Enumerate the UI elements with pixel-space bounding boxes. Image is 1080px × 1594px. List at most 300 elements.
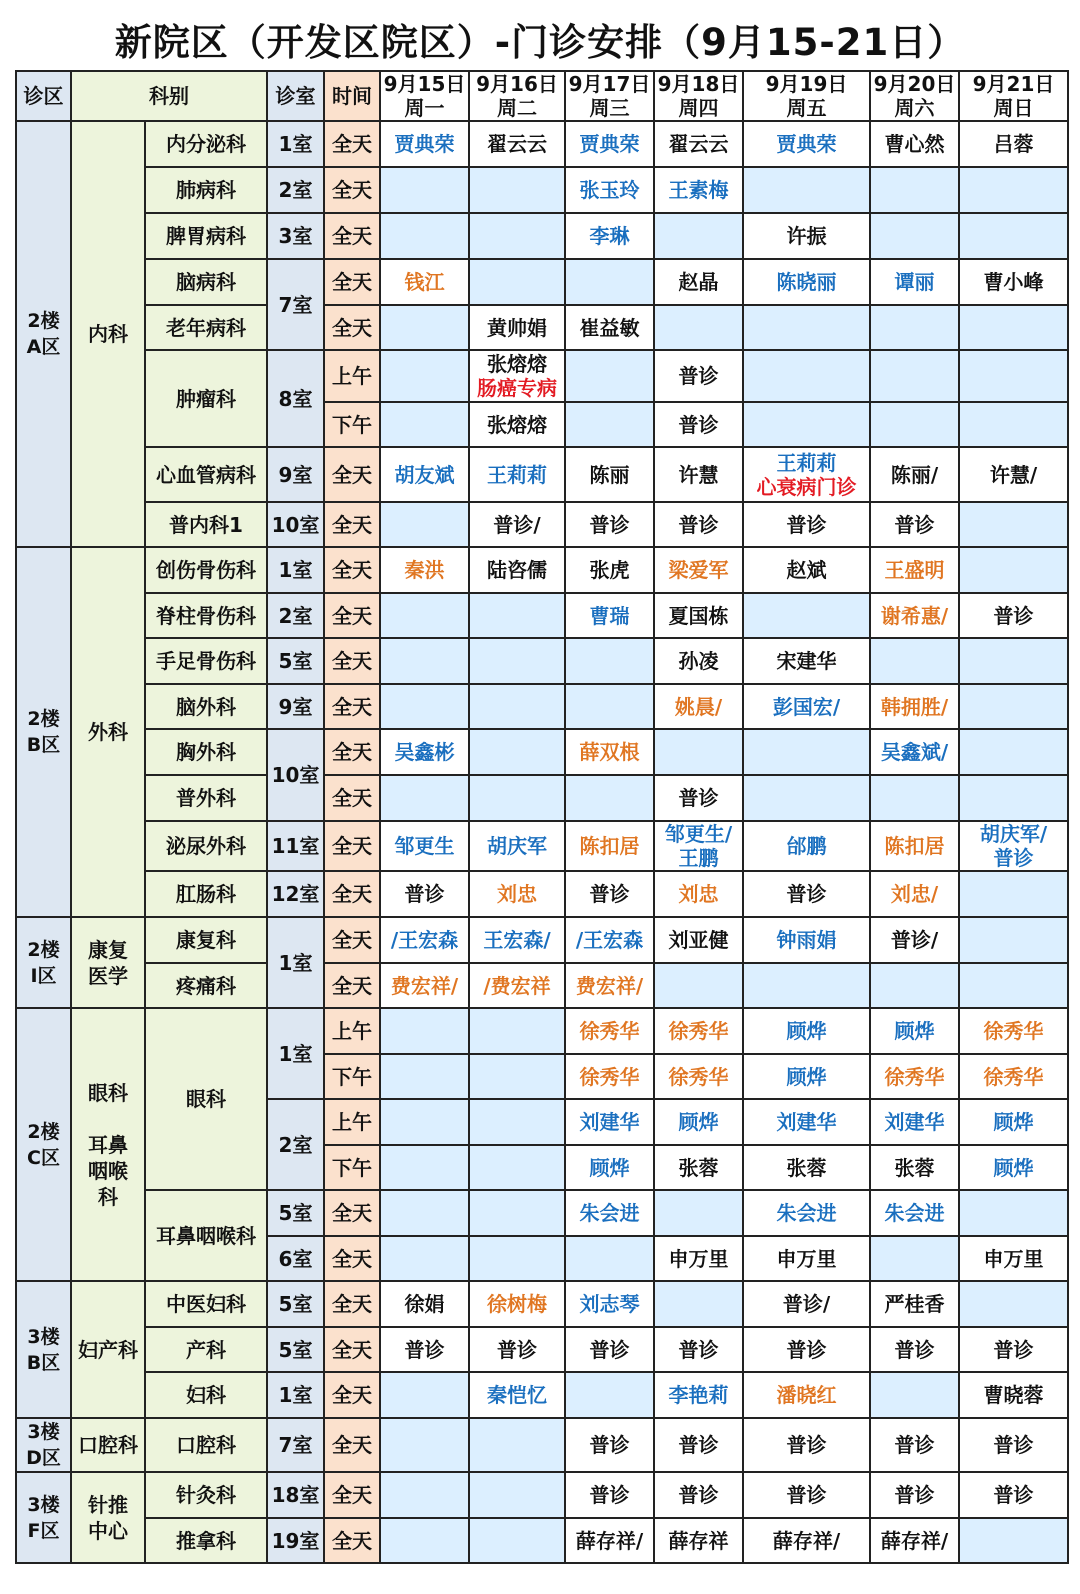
schedule-cell: 刘志琴 (565, 1281, 654, 1327)
schedule-cell: /费宏祥 (469, 963, 565, 1008)
room-cell: 1室 (267, 1008, 324, 1099)
schedule-cell (380, 684, 469, 729)
schedule-cell: 许振 (743, 213, 870, 259)
time-cell: 全天 (324, 1327, 380, 1372)
time-header: 时间 (324, 71, 380, 121)
category-kangfu: 康复 医学 (71, 917, 145, 1008)
schedule-cell: 王素梅 (654, 167, 743, 213)
time-cell: 下午 (324, 1054, 380, 1099)
room-cell: 5室 (267, 1327, 324, 1372)
schedule-cell (380, 305, 469, 350)
room-cell: 6室 (267, 1236, 324, 1281)
schedule-cell: 普诊 (870, 1472, 959, 1518)
schedule-cell (870, 638, 959, 684)
schedule-cell: 普诊 (959, 1327, 1068, 1372)
schedule-cell: 陈丽/ (870, 447, 959, 502)
schedule-cell: 薛存祥 (654, 1518, 743, 1563)
schedule-cell (380, 1418, 469, 1472)
schedule-cell: 吴鑫斌/ (870, 729, 959, 775)
schedule-table (15, 70, 1069, 1564)
header-row (16, 71, 1068, 121)
dept-cell: 创伤骨伤科 (145, 547, 267, 593)
schedule-cell (959, 213, 1068, 259)
schedule-cell (469, 1236, 565, 1281)
schedule-cell: 薛存祥/ (870, 1518, 959, 1563)
schedule-cell: 普诊 (743, 1327, 870, 1372)
table-row (16, 871, 1068, 917)
schedule-cell: 张熔熔 肠癌专病 (469, 350, 565, 402)
room-cell: 19室 (267, 1518, 324, 1563)
room-cell: 5室 (267, 1190, 324, 1236)
schedule-cell: 许慧/ (959, 447, 1068, 502)
room-cell: 9室 (267, 684, 324, 729)
schedule-cell (959, 917, 1068, 963)
schedule-cell: 陈扣居 (565, 821, 654, 871)
schedule-cell (380, 1054, 469, 1099)
schedule-cell: 张虎 (565, 547, 654, 593)
schedule-cell: 顾烨 (654, 1099, 743, 1145)
schedule-cell: 徐秀华 (959, 1054, 1068, 1099)
dept-cell: 肿瘤科 (145, 350, 267, 447)
schedule-cell (654, 213, 743, 259)
schedule-cell: 刘建华 (743, 1099, 870, 1145)
schedule-cell: 梁爱军 (654, 547, 743, 593)
dept-cell: 口腔科 (145, 1418, 267, 1472)
schedule-cell (959, 963, 1068, 1008)
schedule-cell: 钱江 (380, 259, 469, 305)
dept-cell: 胸外科 (145, 729, 267, 775)
schedule-cell: 秦恺忆 (469, 1372, 565, 1418)
schedule-cell: 普诊 (959, 1472, 1068, 1518)
schedule-cell (565, 1372, 654, 1418)
time-cell: 上午 (324, 1099, 380, 1145)
schedule-cell: 普诊 (870, 1327, 959, 1372)
time-cell: 下午 (324, 1145, 380, 1190)
schedule-cell: 翟云云 (654, 121, 743, 167)
schedule-cell: 普诊 (654, 1472, 743, 1518)
schedule-cell (469, 1472, 565, 1518)
table-row (16, 1472, 1068, 1518)
schedule-cell (469, 684, 565, 729)
schedule-cell: 张玉玲 (565, 167, 654, 213)
schedule-cell: 徐秀华 (654, 1054, 743, 1099)
room-header: 诊室 (267, 71, 324, 121)
time-cell: 全天 (324, 775, 380, 821)
schedule-cell (565, 638, 654, 684)
schedule-cell: 徐秀华 (959, 1008, 1068, 1054)
schedule-cell: 邹更生 (380, 821, 469, 871)
schedule-cell: 普诊 (565, 1418, 654, 1472)
schedule-cell: 黄帅娟 (469, 305, 565, 350)
schedule-cell (469, 729, 565, 775)
schedule-cell (743, 729, 870, 775)
schedule-cell: 翟云云 (469, 121, 565, 167)
room-cell: 18室 (267, 1472, 324, 1518)
room-cell: 1室 (267, 1372, 324, 1418)
zone-3b: 3楼 B区 (16, 1281, 71, 1418)
schedule-cell (870, 775, 959, 821)
dept-cell: 产科 (145, 1327, 267, 1372)
schedule-cell: 刘亚健 (654, 917, 743, 963)
schedule-cell: 胡庆军/ 普诊 (959, 821, 1068, 871)
table-row (16, 447, 1068, 502)
schedule-cell (870, 1372, 959, 1418)
schedule-cell (469, 213, 565, 259)
schedule-cell: 普诊 (959, 1418, 1068, 1472)
schedule-cell: 薛存祥/ (743, 1518, 870, 1563)
schedule-cell: 普诊 (654, 1327, 743, 1372)
time-cell: 全天 (324, 305, 380, 350)
schedule-cell: 徐秀华 (565, 1054, 654, 1099)
dept-cell: 脾胃病科 (145, 213, 267, 259)
schedule-cell (959, 350, 1068, 402)
table-row (16, 729, 1068, 775)
schedule-cell: 普诊 (654, 350, 743, 402)
schedule-cell: 曹小峰 (959, 259, 1068, 305)
dept-cell: 妇科 (145, 1372, 267, 1418)
schedule-cell: 谭丽 (870, 259, 959, 305)
schedule-cell: 顾烨 (870, 1008, 959, 1054)
schedule-cell: 普诊 (870, 502, 959, 547)
schedule-cell: 韩拥胜/ (870, 684, 959, 729)
time-cell: 全天 (324, 917, 380, 963)
zone-header: 诊区 (16, 71, 71, 121)
schedule-cell: 潘晓红 (743, 1372, 870, 1418)
schedule-cell (469, 775, 565, 821)
room-cell: 2室 (267, 1099, 324, 1190)
schedule-cell: 严桂香 (870, 1281, 959, 1327)
schedule-cell (870, 213, 959, 259)
time-cell: 全天 (324, 502, 380, 547)
schedule-cell (959, 547, 1068, 593)
room-cell: 1室 (267, 121, 324, 167)
schedule-cell: 普诊 (870, 1418, 959, 1472)
schedule-cell (959, 167, 1068, 213)
table-row (16, 775, 1068, 821)
schedule-cell (380, 1372, 469, 1418)
schedule-cell (870, 350, 959, 402)
schedule-cell: 曹瑞 (565, 593, 654, 638)
schedule-cell (959, 775, 1068, 821)
time-cell: 全天 (324, 213, 380, 259)
schedule-cell (380, 1099, 469, 1145)
room-cell: 5室 (267, 1281, 324, 1327)
room-cell: 1室 (267, 547, 324, 593)
category-kouqiang: 口腔科 (71, 1418, 145, 1472)
schedule-cell (959, 502, 1068, 547)
schedule-cell (565, 350, 654, 402)
table-row (16, 963, 1068, 1008)
schedule-cell (565, 684, 654, 729)
day-header: 9月16日 周二 (469, 71, 565, 121)
schedule-cell (743, 167, 870, 213)
schedule-cell (743, 305, 870, 350)
schedule-cell (380, 1190, 469, 1236)
table-row (16, 1281, 1068, 1327)
table-row (16, 305, 1068, 350)
schedule-cell (380, 638, 469, 684)
dept-cell: 脊柱骨伤科 (145, 593, 267, 638)
schedule-cell: 张蓉 (654, 1145, 743, 1190)
schedule-cell: 徐秀华 (870, 1054, 959, 1099)
zone-2b: 2楼 B区 (16, 547, 71, 917)
schedule-cell: 申万里 (959, 1236, 1068, 1281)
schedule-cell (469, 1518, 565, 1563)
schedule-cell: 王莉莉 (469, 447, 565, 502)
schedule-cell (959, 402, 1068, 447)
schedule-cell: 普诊 (654, 502, 743, 547)
dept-cell: 针灸科 (145, 1472, 267, 1518)
table-row (16, 121, 1068, 167)
zone-3d: 3楼 D区 (16, 1418, 71, 1472)
day-header: 9月20日 周六 (870, 71, 959, 121)
schedule-cell: 刘忠 (469, 871, 565, 917)
time-cell: 全天 (324, 871, 380, 917)
time-cell: 全天 (324, 684, 380, 729)
schedule-cell: 徐树梅 (469, 1281, 565, 1327)
schedule-cell (959, 638, 1068, 684)
schedule-cell (565, 775, 654, 821)
category-yanke: 眼科 耳鼻 咽喉 科 (71, 1008, 145, 1281)
schedule-cell (870, 167, 959, 213)
schedule-cell (380, 1236, 469, 1281)
schedule-cell (870, 963, 959, 1008)
schedule-cell: 赵晶 (654, 259, 743, 305)
category-fuchan: 妇产科 (71, 1281, 145, 1418)
schedule-cell: 普诊/ (469, 502, 565, 547)
schedule-cell: /王宏森 (565, 917, 654, 963)
schedule-cell (565, 259, 654, 305)
schedule-cell: 普诊 (565, 502, 654, 547)
schedule-cell: 顾烨 (565, 1145, 654, 1190)
schedule-cell: 吴鑫彬 (380, 729, 469, 775)
zone-2a: 2楼 A区 (16, 121, 71, 547)
schedule-cell: 王盛明 (870, 547, 959, 593)
schedule-cell: 普诊/ (870, 917, 959, 963)
dept-cell: 耳鼻咽喉科 (145, 1190, 267, 1281)
table-row (16, 167, 1068, 213)
schedule-cell: 刘建华 (565, 1099, 654, 1145)
schedule-cell (959, 1518, 1068, 1563)
room-cell: 12室 (267, 871, 324, 917)
table-row (16, 593, 1068, 638)
dept-cell: 普内科1 (145, 502, 267, 547)
schedule-cell: 李琳 (565, 213, 654, 259)
schedule-cell: 张熔熔 (469, 402, 565, 447)
schedule-cell: 费宏祥/ (565, 963, 654, 1008)
day-header: 9月15日 周一 (380, 71, 469, 121)
schedule-cell (469, 167, 565, 213)
dept-cell: 脑病科 (145, 259, 267, 305)
schedule-cell: 普诊 (565, 871, 654, 917)
dept-cell: 心血管病科 (145, 447, 267, 502)
schedule-cell (469, 1054, 565, 1099)
room-cell: 7室 (267, 1418, 324, 1472)
schedule-cell: 费宏祥/ (380, 963, 469, 1008)
schedule-cell: 普诊 (743, 871, 870, 917)
category-waike: 外科 (71, 547, 145, 917)
schedule-cell: 秦洪 (380, 547, 469, 593)
schedule-cell: 普诊 (380, 1327, 469, 1372)
schedule-cell: 普诊 (654, 1418, 743, 1472)
schedule-cell: 贾典荣 (380, 121, 469, 167)
table-row (16, 821, 1068, 871)
schedule-cell (380, 402, 469, 447)
schedule-cell: 孙凌 (654, 638, 743, 684)
time-cell: 全天 (324, 729, 380, 775)
schedule-cell (380, 1008, 469, 1054)
table-row (16, 213, 1068, 259)
schedule-cell: 朱会进 (565, 1190, 654, 1236)
schedule-cell (959, 305, 1068, 350)
room-cell: 2室 (267, 167, 324, 213)
time-cell: 全天 (324, 1472, 380, 1518)
schedule-cell: 普诊 (654, 402, 743, 447)
table-row (16, 1518, 1068, 1563)
dept-cell: 康复科 (145, 917, 267, 963)
schedule-cell (565, 1236, 654, 1281)
page-title: 新院区（开发区院区）-门诊安排（9月15-21日） (114, 21, 966, 64)
schedule-cell: /王宏森 (380, 917, 469, 963)
schedule-cell: 普诊 (743, 1472, 870, 1518)
dept-cell: 推拿科 (145, 1518, 267, 1563)
schedule-cell: 谢希惠/ (870, 593, 959, 638)
schedule-cell: 彭国宏/ (743, 684, 870, 729)
table-row (16, 1190, 1068, 1236)
schedule-cell: 邹更生/ 王鹏 (654, 821, 743, 871)
schedule-cell: 刘建华 (870, 1099, 959, 1145)
schedule-cell: 徐娟 (380, 1281, 469, 1327)
dept-cell: 泌尿外科 (145, 821, 267, 871)
schedule-cell: 刘忠/ (870, 871, 959, 917)
table-row (16, 1008, 1068, 1054)
schedule-cell: 徐秀华 (565, 1008, 654, 1054)
time-cell: 上午 (324, 350, 380, 402)
schedule-cell (380, 502, 469, 547)
time-cell: 全天 (324, 821, 380, 871)
table-row (16, 502, 1068, 547)
time-cell: 上午 (324, 1008, 380, 1054)
schedule-cell (469, 1145, 565, 1190)
schedule-cell: 胡庆军 (469, 821, 565, 871)
schedule-cell: 薛双根 (565, 729, 654, 775)
dept-cell: 普外科 (145, 775, 267, 821)
schedule-cell: 邰鹏 (743, 821, 870, 871)
room-cell: 5室 (267, 638, 324, 684)
schedule-cell: 申万里 (654, 1236, 743, 1281)
schedule-cell (654, 1190, 743, 1236)
time-cell: 全天 (324, 121, 380, 167)
schedule-cell (654, 305, 743, 350)
table-row (16, 638, 1068, 684)
schedule-cell (870, 305, 959, 350)
table-row (16, 1372, 1068, 1418)
schedule-cell (380, 1145, 469, 1190)
time-cell: 全天 (324, 963, 380, 1008)
time-cell: 全天 (324, 1190, 380, 1236)
schedule-cell: 贾典荣 (743, 121, 870, 167)
table-row (16, 350, 1068, 402)
schedule-cell (469, 259, 565, 305)
time-cell: 全天 (324, 1418, 380, 1472)
table-row (16, 1327, 1068, 1372)
schedule-cell: 陆咨儒 (469, 547, 565, 593)
day-header: 9月18日 周四 (654, 71, 743, 121)
schedule-cell (870, 402, 959, 447)
schedule-cell (959, 684, 1068, 729)
schedule-cell: 陈晓丽 (743, 259, 870, 305)
schedule-cell: 普诊 (743, 1418, 870, 1472)
table-row (16, 917, 1068, 963)
schedule-cell: 王莉莉 心衰病门诊 (743, 447, 870, 502)
schedule-cell (469, 1008, 565, 1054)
time-cell: 下午 (324, 402, 380, 447)
time-cell: 全天 (324, 1518, 380, 1563)
schedule-cell (380, 593, 469, 638)
schedule-cell: 朱会进 (870, 1190, 959, 1236)
time-cell: 全天 (324, 1281, 380, 1327)
dept-cell: 肺病科 (145, 167, 267, 213)
schedule-cell (380, 1472, 469, 1518)
schedule-cell: 宋建华 (743, 638, 870, 684)
schedule-cell (959, 1281, 1068, 1327)
schedule-cell (959, 871, 1068, 917)
schedule-cell (380, 167, 469, 213)
schedule-cell (654, 1281, 743, 1327)
schedule-cell (469, 1099, 565, 1145)
schedule-cell (743, 963, 870, 1008)
time-cell: 全天 (324, 1236, 380, 1281)
schedule-cell: 顾烨 (959, 1099, 1068, 1145)
time-cell: 全天 (324, 167, 380, 213)
dept-cell: 老年病科 (145, 305, 267, 350)
time-cell: 全天 (324, 638, 380, 684)
schedule-cell (469, 593, 565, 638)
schedule-cell (469, 1190, 565, 1236)
schedule-cell: 张蓉 (743, 1145, 870, 1190)
dept-cell: 肛肠科 (145, 871, 267, 917)
schedule-cell: 顾烨 (743, 1054, 870, 1099)
schedule-cell: 许慧 (654, 447, 743, 502)
table-row (16, 547, 1068, 593)
schedule-cell: 崔益敏 (565, 305, 654, 350)
schedule-cell: 贾典荣 (565, 121, 654, 167)
schedule-cell: 王宏森/ (469, 917, 565, 963)
time-cell: 全天 (324, 547, 380, 593)
schedule-cell (469, 638, 565, 684)
schedule-cell: 朱会进 (743, 1190, 870, 1236)
schedule-cell: 曹晓蓉 (959, 1372, 1068, 1418)
schedule-cell (654, 729, 743, 775)
room-cell: 10室 (267, 502, 324, 547)
table-row (16, 684, 1068, 729)
schedule-cell: 普诊 (654, 775, 743, 821)
time-cell: 全天 (324, 1372, 380, 1418)
schedule-cell (743, 402, 870, 447)
schedule-cell: 吕蓉 (959, 121, 1068, 167)
schedule-cell: 申万里 (743, 1236, 870, 1281)
schedule-cell: 徐秀华 (654, 1008, 743, 1054)
room-cell: 8室 (267, 350, 324, 447)
schedule-cell (743, 350, 870, 402)
schedule-cell: 普诊 (565, 1472, 654, 1518)
day-header: 9月17日 周三 (565, 71, 654, 121)
schedule-cell: 顾烨 (743, 1008, 870, 1054)
category-neike: 内科 (71, 121, 145, 547)
schedule-cell: 普诊 (565, 1327, 654, 1372)
zone-3f: 3楼 F区 (16, 1472, 71, 1563)
room-cell: 10室 (267, 729, 324, 821)
